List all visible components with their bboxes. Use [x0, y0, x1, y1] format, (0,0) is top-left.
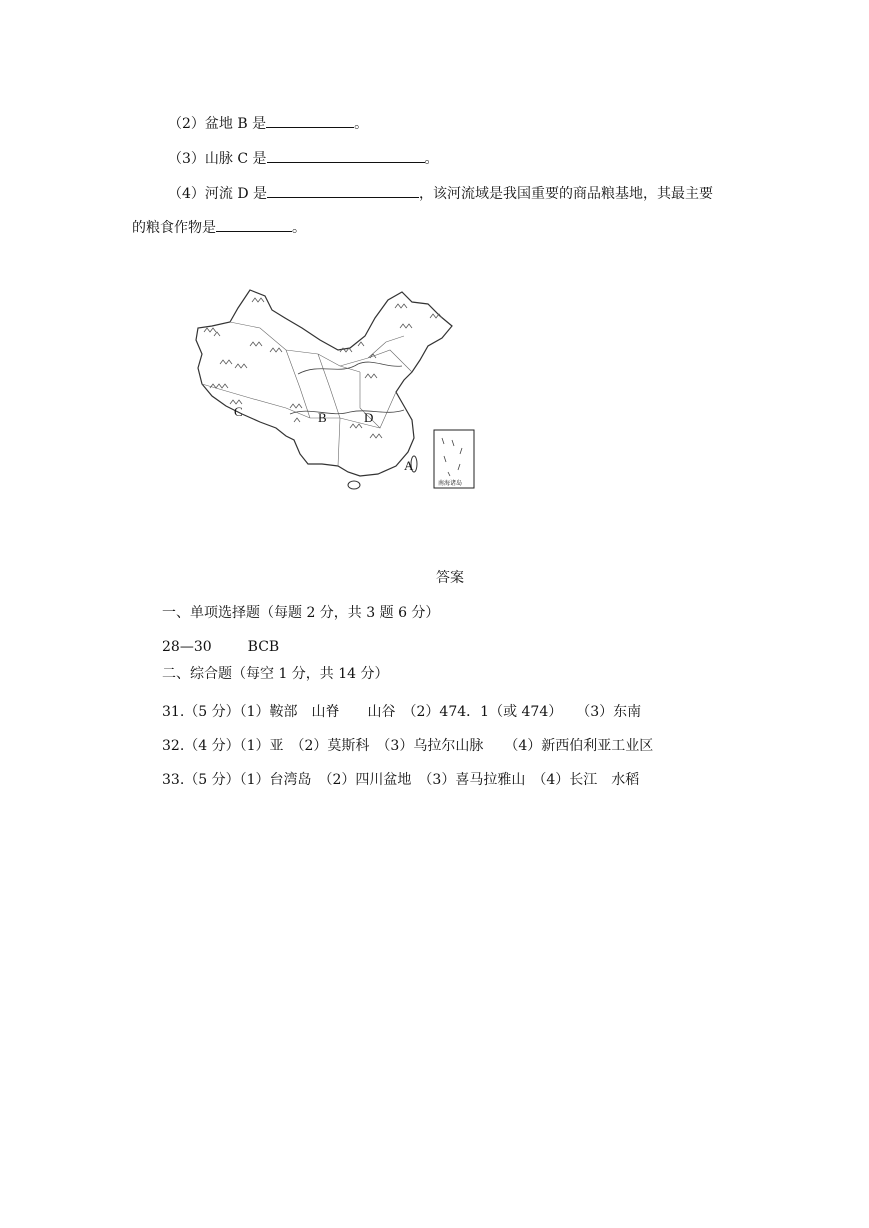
answers-section-1: 一、单项选择题（每题 2 分，共 3 题 6 分） [162, 605, 440, 621]
answers-title: 答案 [436, 570, 464, 586]
question-3 [168, 147, 439, 169]
map-label-b: B [318, 410, 327, 425]
question-4-text: （4）河流 D 是 [168, 186, 268, 202]
question-4-line2-text: 的粮食作物是 [132, 220, 216, 236]
answer-31: 31.（5 分）（1）鞍部 山脊 山谷 （2）474．1（或 474） （3）东南 [162, 704, 642, 720]
answer-33: 33.（5 分）（1）台湾岛 （2）四川盆地 （3）喜马拉雅山 （4）长江 水稻 [162, 772, 640, 788]
river-yangtze [290, 410, 404, 414]
question-2-end: 。 [354, 116, 369, 132]
china-outline [196, 290, 452, 476]
map-label-a: A [404, 458, 414, 473]
answer-blank-mountain[interactable] [267, 147, 425, 163]
river-yellow [298, 362, 402, 374]
inset-caption: 南海诸岛 [438, 480, 463, 487]
inset-dashes [442, 438, 462, 476]
answers-section-1-answer: BCB [247, 639, 280, 655]
answer-blank-basin[interactable] [266, 112, 354, 128]
question-4-line2 [132, 216, 306, 238]
question-3-end: 。 [424, 151, 439, 167]
china-map [190, 288, 480, 494]
province-lines [202, 322, 412, 466]
answer-32: 32.（4 分）（1）亚 （2）莫斯科 （3）乌拉尔山脉 （4）新西伯利亚工业区 [162, 738, 654, 754]
question-4-middle: ，该河流域是我国重要的商品粮基地，其最主要 [419, 186, 714, 202]
answer-blank-river[interactable] [267, 182, 419, 198]
map-label-d: D [364, 410, 374, 425]
answers-section-2: 二、综合题（每空 1 分，共 14 分） [162, 666, 389, 682]
question-2-text: （2）盆地 B 是 [168, 116, 267, 132]
map-label-c: C [234, 404, 243, 419]
question-2 [168, 112, 368, 134]
question-3-text: （3）山脉 C 是 [168, 151, 267, 167]
answers-section-1-row [162, 637, 279, 657]
answer-blank-crop[interactable] [216, 216, 292, 232]
answers-section-1-range: 28—30 [162, 639, 212, 655]
question-4-line2-end: 。 [292, 220, 306, 236]
hainan-island [348, 481, 360, 489]
question-4 [168, 182, 713, 204]
